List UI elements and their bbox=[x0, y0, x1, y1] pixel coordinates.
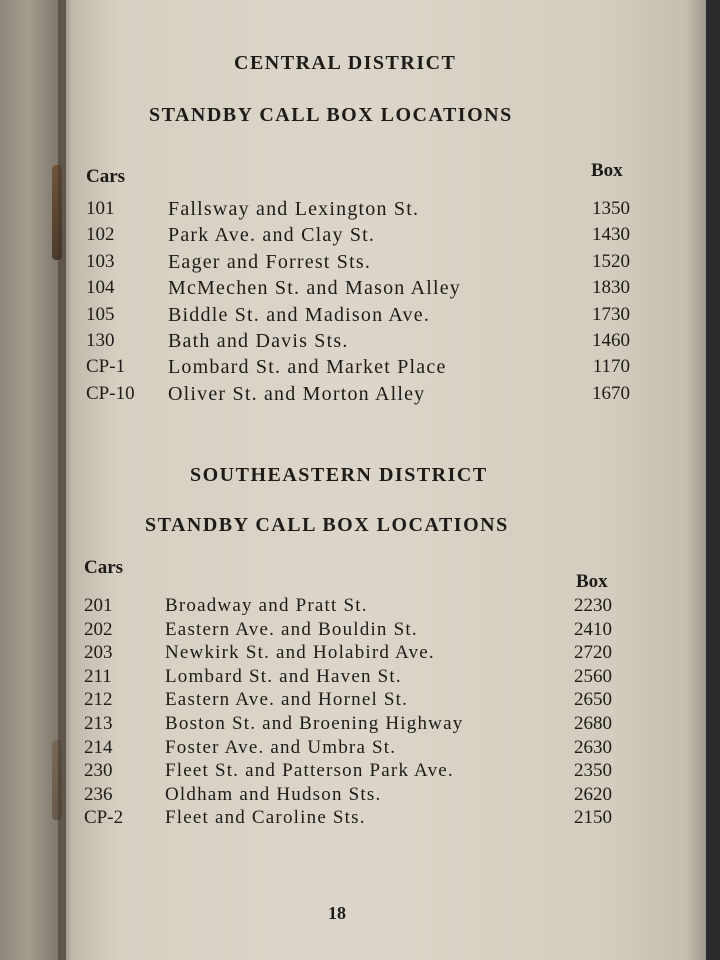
section-title-southeastern: SOUTHEASTERN DISTRICT bbox=[190, 464, 488, 486]
car-number: 105 bbox=[86, 303, 115, 325]
box-location: Broadway and Pratt St. bbox=[165, 595, 368, 616]
box-location: McMechen St. and Mason Alley bbox=[168, 277, 462, 300]
box-location: Fleet and Caroline Sts. bbox=[165, 807, 366, 829]
section-title-central: CENTRAL DISTRICT bbox=[234, 52, 457, 74]
box-number: 2560 bbox=[574, 665, 612, 687]
car-number: 201 bbox=[84, 595, 113, 616]
box-location: Foster Ave. and Umbra St. bbox=[165, 736, 397, 758]
box-number: 1730 bbox=[592, 303, 630, 325]
box-number: 2350 bbox=[574, 760, 612, 782]
box-number: 1350 bbox=[592, 198, 630, 219]
box-number: 2410 bbox=[574, 618, 612, 640]
box-number: 1170 bbox=[592, 356, 630, 378]
cars-column-header: Cars bbox=[84, 557, 124, 578]
car-number: 203 bbox=[84, 642, 113, 664]
box-number: 2720 bbox=[574, 642, 612, 664]
car-number: 236 bbox=[84, 783, 113, 805]
box-number: 1670 bbox=[592, 382, 630, 404]
box-number: 2630 bbox=[574, 736, 612, 758]
page-number: 18 bbox=[328, 903, 346, 923]
box-location: Eager and Forrest Sts. bbox=[168, 250, 372, 273]
box-number: 1460 bbox=[592, 330, 630, 351]
box-location: Oldham and Hudson Sts. bbox=[165, 783, 382, 805]
box-number: 2230 bbox=[574, 595, 612, 616]
box-location: Newkirk St. and Holabird Ave. bbox=[165, 642, 435, 664]
car-number: CP-10 bbox=[86, 382, 135, 404]
box-number: 2650 bbox=[574, 689, 612, 711]
box-number: 1520 bbox=[592, 250, 630, 272]
section-subtitle-southeastern: STANDBY CALL BOX LOCATIONS bbox=[145, 514, 509, 536]
box-number: 1430 bbox=[592, 224, 630, 246]
box-number: 2620 bbox=[574, 783, 612, 805]
box-location: Park Ave. and Clay St. bbox=[168, 224, 376, 247]
cars-column-header: Cars bbox=[86, 166, 126, 187]
box-column-header: Box bbox=[591, 160, 623, 181]
box-column-header: Box bbox=[576, 571, 608, 592]
car-number: 213 bbox=[84, 713, 113, 734]
box-number: 1830 bbox=[592, 277, 630, 299]
car-number: 130 bbox=[86, 330, 115, 351]
car-number: 212 bbox=[84, 689, 113, 711]
car-number: 102 bbox=[86, 224, 115, 246]
page-gutter-shadow bbox=[58, 0, 72, 960]
box-location: Oliver St. and Morton Alley bbox=[168, 382, 426, 405]
car-number: 214 bbox=[84, 736, 113, 758]
box-number: 2680 bbox=[574, 713, 612, 734]
car-number: 211 bbox=[84, 665, 112, 687]
car-number: 230 bbox=[84, 760, 113, 782]
car-number: 202 bbox=[84, 618, 113, 640]
car-number: 103 bbox=[86, 250, 115, 272]
box-location: Eastern Ave. and Bouldin St. bbox=[165, 618, 418, 640]
box-location: Eastern Ave. and Hornel St. bbox=[165, 689, 409, 711]
box-location: Boston St. and Broening Highway bbox=[165, 713, 464, 734]
box-location: Fallsway and Lexington St. bbox=[168, 198, 420, 220]
box-number: 2150 bbox=[574, 807, 612, 829]
box-location: Lombard St. and Haven St. bbox=[165, 665, 402, 687]
section-subtitle-central: STANDBY CALL BOX LOCATIONS bbox=[149, 104, 513, 126]
car-number: CP-2 bbox=[84, 807, 124, 829]
box-location: Lombard St. and Market Place bbox=[168, 356, 447, 379]
page-edge-shadow bbox=[686, 0, 706, 960]
box-location: Biddle St. and Madison Ave. bbox=[168, 303, 431, 326]
car-number: CP-1 bbox=[86, 356, 126, 378]
car-number: 101 bbox=[86, 198, 115, 219]
box-location: Bath and Davis Sts. bbox=[168, 330, 349, 352]
box-location: Fleet St. and Patterson Park Ave. bbox=[165, 760, 454, 782]
booklet-page bbox=[66, 0, 706, 960]
car-number: 104 bbox=[86, 277, 115, 299]
